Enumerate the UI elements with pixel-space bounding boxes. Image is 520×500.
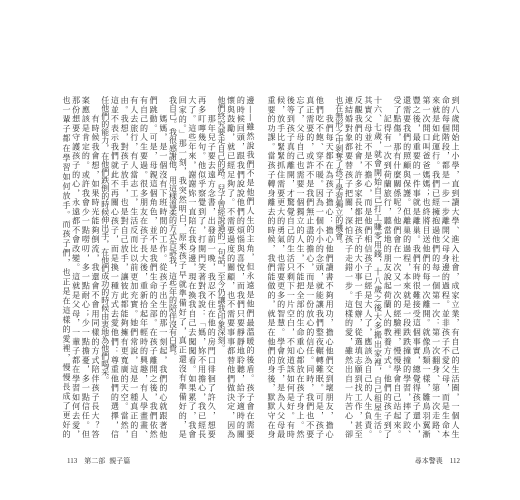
text-column: 那份想要守護孩子的心，永遠都不會改變。這就是父母，一輩子都在學習如何去愛， [71,96,81,438]
text-column: 也在無形之中剝奪了孩子學習獨立的機會。 [334,96,344,248]
part-title: 第二部 [84,457,106,465]
right-page-text [266,96,460,438]
page-number: 113 [67,457,78,465]
text-column: 大了。這些年來，謝謝妳一直陪在我身邊，現在換我自己去闖闖看。如果累了，我會 [187,96,197,438]
text-column: 案應該是肯定的。或許我會少一點嘮叨，多一點耐心；少一點擔憂，多一點信任。但 [81,96,91,438]
text-column: 後等到孩子真的離開，才驚覺自己的生活只剩下一片空白，不知道該如何是好。有時 [286,96,296,438]
text-column: 那年兒子要去遠方念書，出發前一晚，我忍不住在他的房門口徘徊了許久，想要 [207,96,217,438]
left-page-text [61,96,255,438]
text-column: 再多叮嚀幾句。他似乎察覺到了，打開門笑著對我說：「媽，妳不用擔心，我已經長 [197,96,207,438]
text-column: 我自己。我很感謝他，用這樣溫柔的方式告訴我，這些年的陪伴沒有白費。 [168,96,178,360]
text-column: 忘了，父母自己也需要一個獨立的人生，不能把全部的生命重心都放在孩子身上。然 [296,96,305,438]
text-column: 們跳動。可是，母親這個角色，並不是我們生命的全部。在孩子離開之後，我們依然 [149,96,159,438]
text-column: 懷與鼓勵，就已經足夠了。不需要過度的關顧，也不需要事事都替他們做決定，因為 [226,96,236,438]
right-page [260,0,520,500]
text-column: 的時候回頭，跟我們說說他們的煩惱與喜悅，而我們只要靜靜地聆聽，給予適時的關 [236,96,246,438]
text-column: 重要的功課。當孩子轉身離去的時候，我們能做的，就是在他們的身後，默默守在身 [266,96,276,438]
text-column: 媽媽，是一個沒有下班時間的工作。從孩子出生的那一刻起，我們的心就跟著他 [158,96,168,438]
text-column: 連結婚對象都要替孩子把關，深怕孩子走錯一步。這樣的愛，雖然出自一片苦心，卻 [344,96,354,438]
text-column: 反觀我們的社會，許多家長都把孩子的大小事一手包辦，從選填志願到找工作，甚至 [354,96,364,438]
text-column: 記得有一次到荷蘭旅行，聽當地的朋友說起荷蘭人的教養方式。他們的孩子到了 [383,96,393,438]
text-column: 任他們的能力，在他們跌倒的時候伸出手，在他們成功的時候由衷地為他們喝采。 [100,96,110,384]
text-column: 其實父母並不是不擔心，而是他們相信孩子已經是大人了，應該為自己的人生負責。 [363,96,373,438]
text-column: 到八歲開始上小學，直到讀大學、進入社會，成家立業，有自己的生活圈，一個人生 [451,96,460,438]
text-column: 命的每個階段，都是一步一步離開父母身邊的過程。並非孩子不愛父母，而是生命本 [441,96,451,438]
text-column: 邊——雖然說我們不是他們人生的主角，但永遠是他們最溫暖的後盾。孩子會在需要 [246,96,255,438]
text-column: 他們吃不飽、穿不暖。因為一個小小的念頭，就能讓我們整夜輾轉難眠。可是，孩子 [315,96,325,438]
text-column: 來就是如此運行。我們已經擁抱過他們的每一個第一次：第一次翻身、第一次走路、 [431,96,441,438]
text-column: 有時候我會想，如果時光能夠倒流，我還會不會用同樣的方式陪伴孩子長大？答 [91,96,100,438]
running-title: 尋本警喪 [414,457,443,465]
text-column: 受了點傷，那有什麼關係呢？他們會在一次又一次的經驗裡，慢慢學會自己站起來。 [392,96,402,438]
text-column: 豐之後，最重要的一件事就是離巢。我們有時很難接受這個事實，總覺得孩子還小， [412,96,422,438]
text-column: 十六、七歲，就會開始自己打工賺零用錢，十八歲之後大多搬出家裡，自己租屋生活。 [373,96,383,438]
text-column: 第一次開口叫爸爸媽媽；也終將目送他們的每一次離開。就像鳥類一樣，雛鳥羽翼漸 [421,96,431,438]
right-page-footer [415,457,460,466]
text-column: 候，放手比緊緊抓住需要更大的勇氣，也需要更多的智慧。學會放手，是為人父母最 [276,96,286,438]
text-column: 這並不表示我們就此不再關心孩子，而是換一種方式去愛他們：尊重他們的選擇，信 [110,96,120,438]
text-column: 真正需要的，或許不是我們無止盡的擔心，而是一份放心的信任。同時，我們也不要 [305,96,315,438]
text-column: 回家的。」那一刻，我突然明白，原來孩子早就準備好了，真正還沒有準備好的，是 [178,96,188,438]
text-column: 有自己的人生要過。很多朋友在孩子長大後，重新拾起年輕時的興趣，有人學畫畫、 [139,96,149,438]
text-column: 還需要我們的照顧與保護。但離巢的過程，本來就是一段跌跌撞撞的學習，摔了跤、 [402,96,412,438]
text-column: 我們每天都在為孩子擔心：擔心他們讀書不夠用功，擔心他們交到壞朋友，擔心 [325,96,335,438]
section-title: 親子篇 [109,457,131,465]
text-column: 他們終究要走自己的路。兒子曾經說過的一句話，至今仍讓我印象深刻。 [216,96,226,352]
text-column: 由。我想，對孩子放手，也是對自己放手，讓彼此都能夠擁有更寬廣的天空。當然， [120,96,130,438]
page-number: 112 [449,457,460,465]
left-page-footer [67,457,130,466]
text-column: 有人去旅行，有人當志工，生活反而比以前更加充實。她們常說，這是一種真正的自 [129,96,139,438]
text-column: 也一輩子都在學習如何放手。而孩子們，也正是在這樣的愛裡，慢慢長成了更好的 [61,96,71,438]
